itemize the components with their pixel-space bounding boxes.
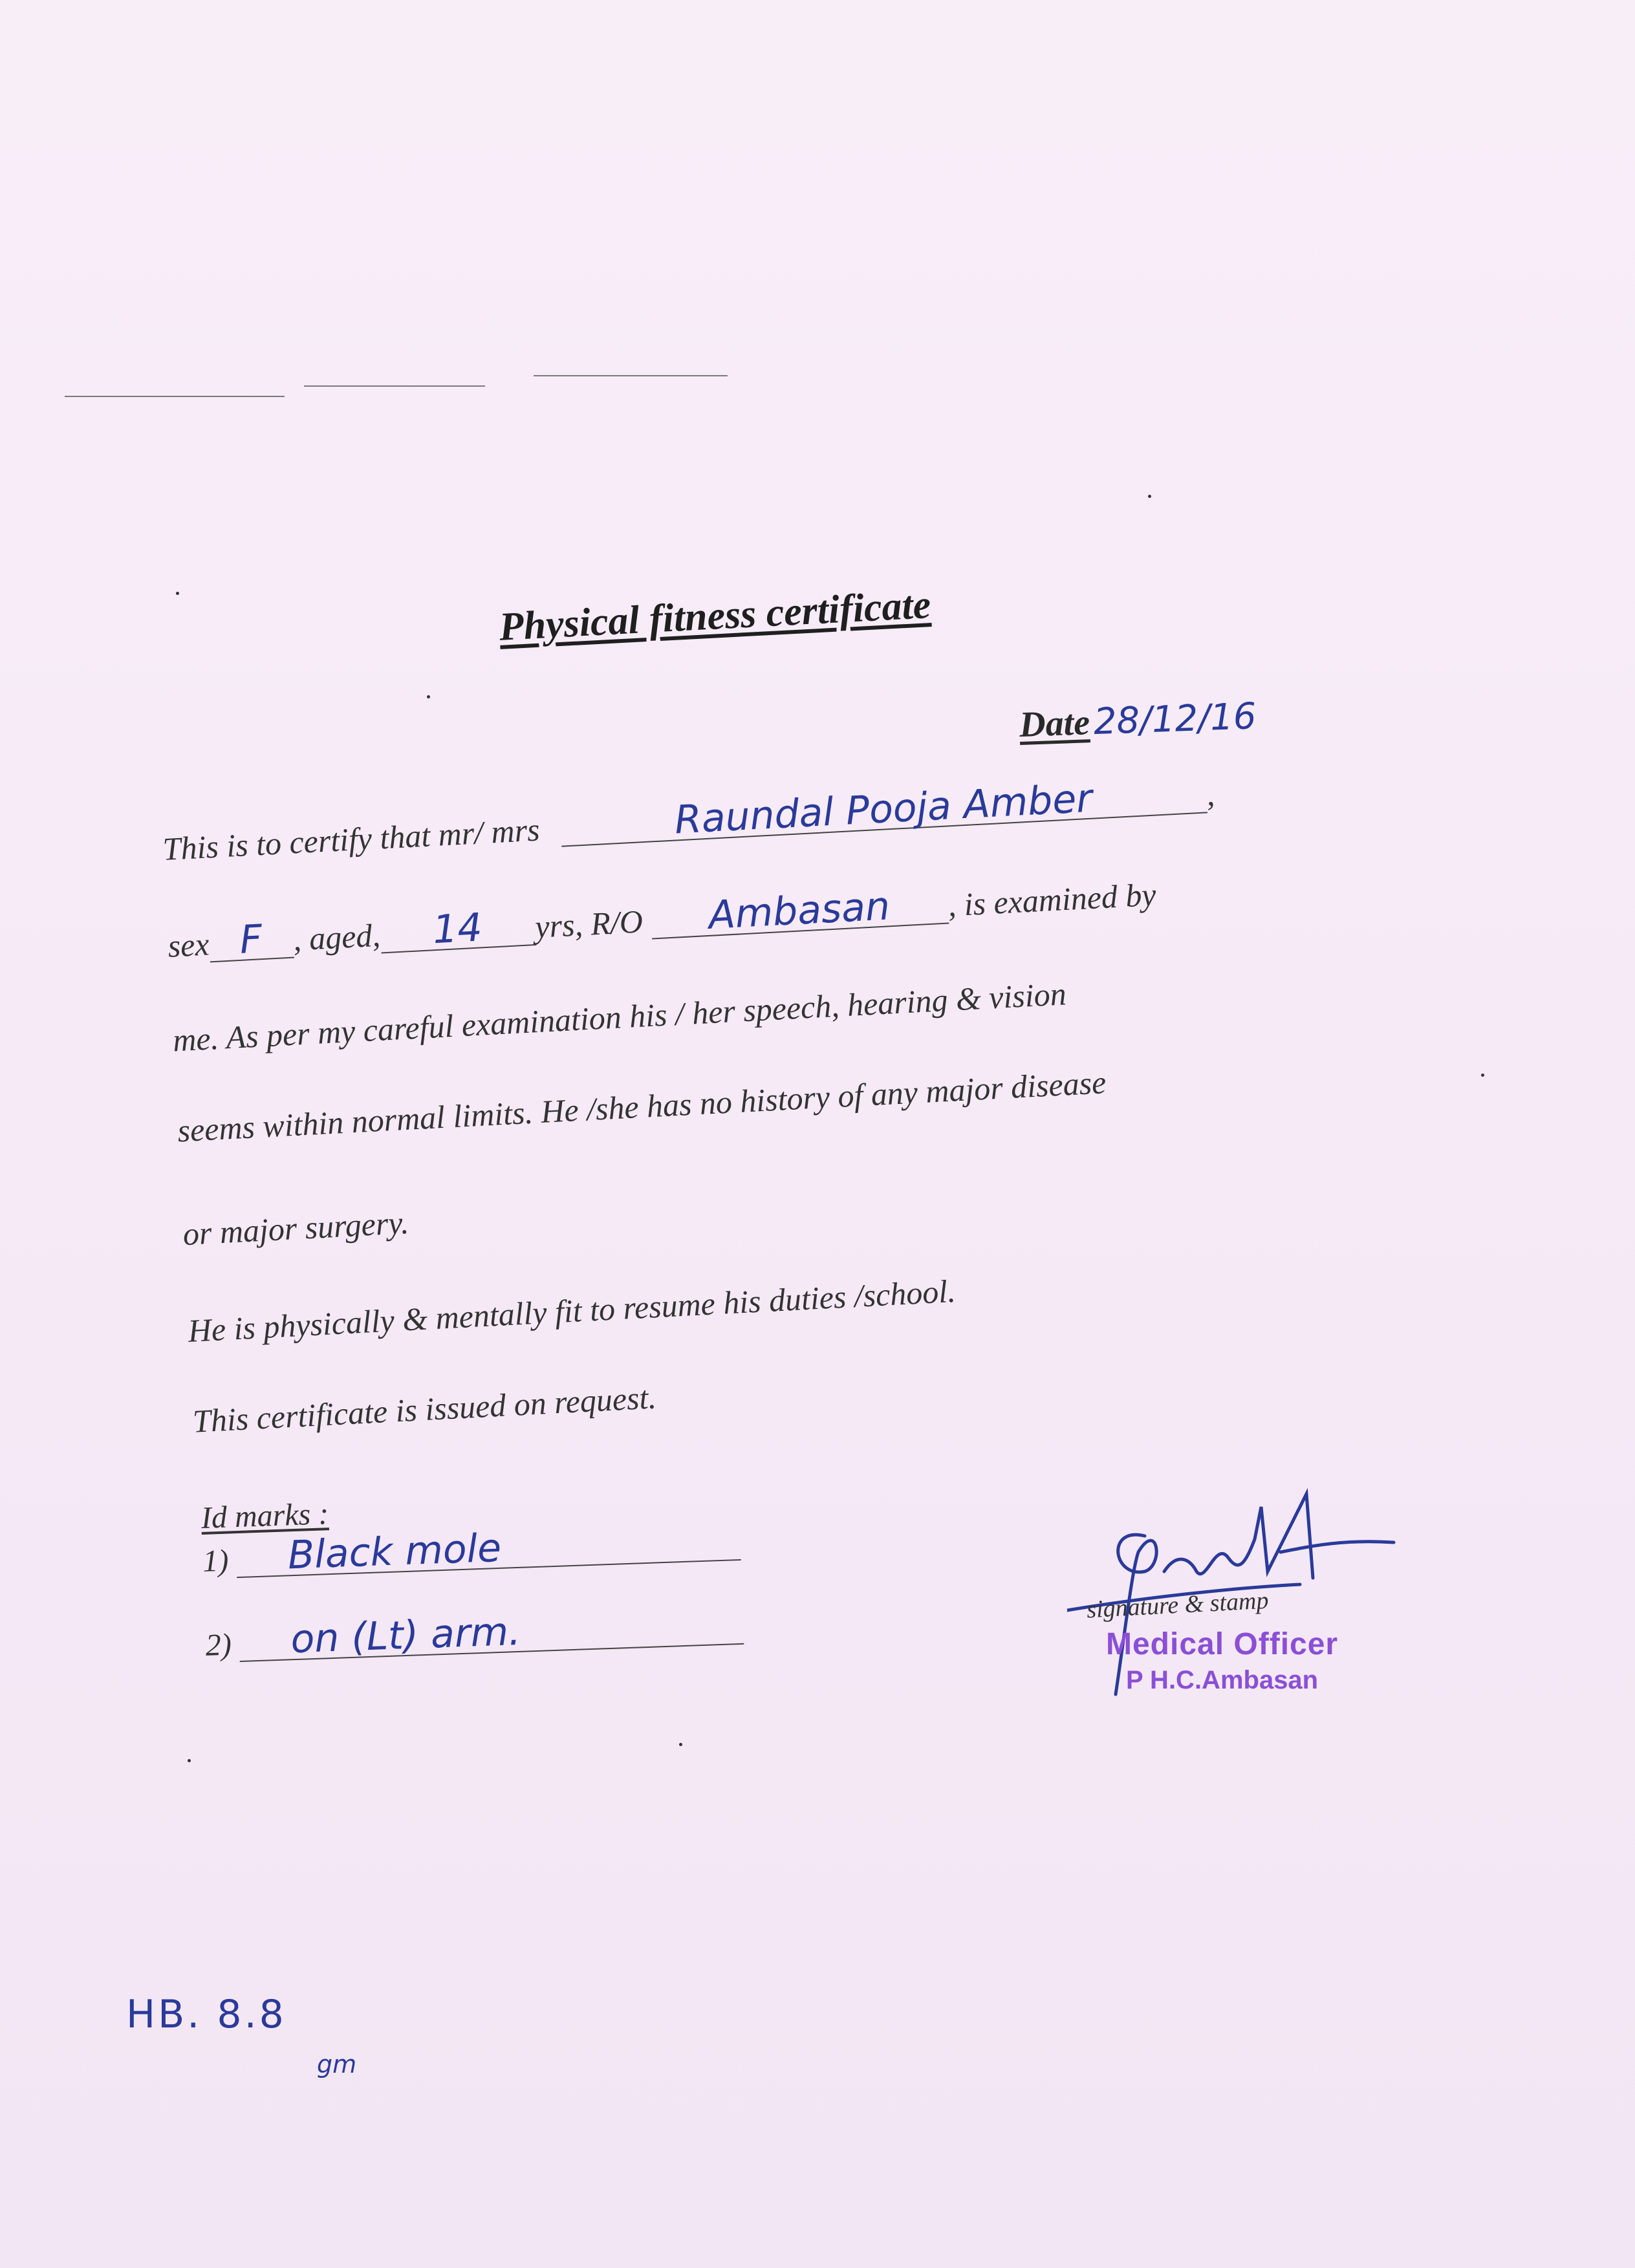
- name-field: [559, 773, 1207, 847]
- date-row: [1019, 695, 1257, 746]
- certificate-title: Physical fitness certificate: [498, 583, 932, 649]
- stamp-title: Medical Officer: [1106, 1627, 1339, 1661]
- hb-note: HB. 8.8: [126, 1992, 287, 2037]
- body-line-2: [167, 873, 1157, 965]
- body-line-4: seems within normal limits. He /she has no history of any major disease: [177, 1064, 1107, 1149]
- speck: [427, 695, 430, 698]
- header-rule-1: [65, 396, 285, 397]
- sex-field: [208, 918, 294, 963]
- id-mark-2-label: 2): [204, 1627, 232, 1663]
- yrs-label: yrs, R/O: [534, 903, 644, 945]
- line2-suffix: , is examined by: [947, 876, 1157, 923]
- speck: [1481, 1074, 1484, 1077]
- id-mark-1-label: 1): [202, 1543, 230, 1579]
- body-line-1: [162, 773, 1215, 868]
- speck: [176, 592, 179, 595]
- date-label: Date: [1019, 702, 1091, 745]
- sex-value: F: [239, 916, 264, 963]
- age-value: 14: [431, 905, 484, 953]
- official-stamp: [1106, 1626, 1338, 1695]
- residence-value: Ambasan: [707, 883, 891, 938]
- body-line-5: or major surgery.: [182, 1204, 410, 1253]
- body-line-3: me. As per my careful examination his / her speech, hearing & vision: [171, 975, 1067, 1059]
- speck: [1148, 495, 1151, 498]
- signature-caption: signature & stamp: [1086, 1586, 1270, 1624]
- header-rule-2: [304, 385, 485, 387]
- age-field: [379, 905, 536, 953]
- date-value: 28/12/16: [1092, 695, 1257, 743]
- line1-suffix: ,: [1205, 775, 1216, 813]
- id-marks-heading: [200, 1496, 329, 1536]
- certificate-body: [162, 762, 1421, 1440]
- hb-unit: gm: [317, 2050, 357, 2079]
- certify-text: This is to certify that mr/ mrs: [162, 811, 541, 867]
- id-mark-2-field: [239, 1604, 744, 1662]
- speck: [679, 1743, 682, 1746]
- stamp-place: P H.C.Ambasan: [1125, 1666, 1319, 1694]
- id-marks: [200, 1480, 782, 1663]
- id-mark-2-value: on (Lt) arm.: [290, 1608, 522, 1663]
- header-rule-3: [534, 375, 728, 376]
- speck: [188, 1759, 191, 1762]
- id-marks-label: Id marks :: [200, 1496, 330, 1535]
- residence-field: [650, 884, 949, 940]
- aged-label: , aged,: [292, 916, 382, 958]
- body-line-7: This certificate is issued on request.: [191, 1379, 658, 1440]
- patient-name: Raundal Pooja Amber: [673, 775, 1094, 843]
- signature-block: [1067, 1481, 1455, 1714]
- id-mark-2: [205, 1604, 744, 1663]
- sex-label: sex: [167, 925, 210, 964]
- body-line-6: He is physically & mentally fit to resume his duties /school.: [187, 1272, 957, 1349]
- id-mark-1-value: Black mole: [287, 1525, 503, 1579]
